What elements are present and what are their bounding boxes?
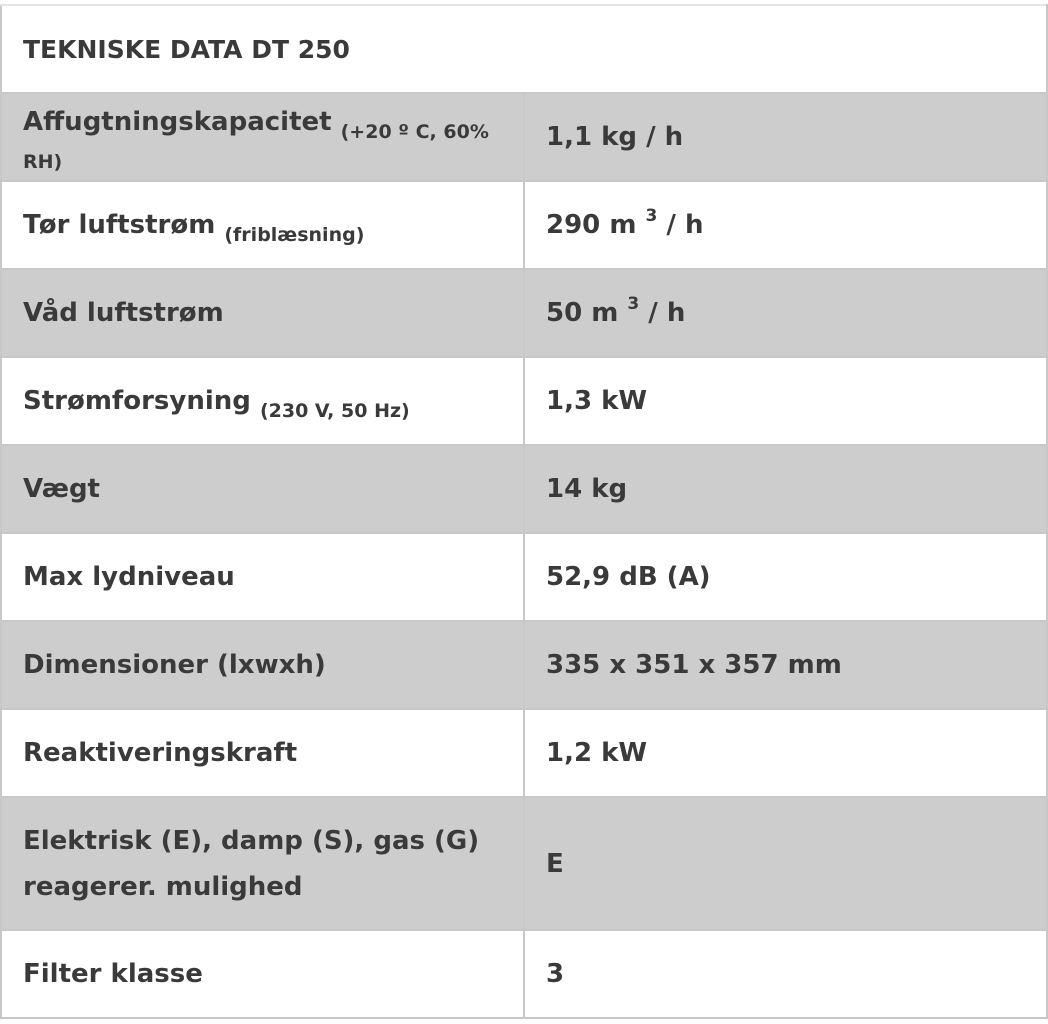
spec-label: Reaktiveringskraft [1, 709, 524, 797]
table-row [1, 797, 1047, 930]
table-title-row [1, 5, 1047, 93]
spec-label [1, 357, 524, 445]
technical-data-table [0, 4, 1048, 1019]
spec-value-number: 50 m [546, 298, 619, 328]
spec-value: E [524, 797, 1047, 930]
table-row [1, 621, 1047, 709]
table-row [1, 269, 1047, 357]
table-row [1, 533, 1047, 621]
spec-label-text: Strømforsyning [23, 386, 251, 416]
table-row [1, 181, 1047, 269]
table-title: TEKNISKE DATA DT 250 [1, 5, 1047, 93]
spec-value: 52,9 dB (A) [524, 533, 1047, 621]
spec-label: Elektrisk (E), damp (S), gas (G) reagerer. mulighed [1, 797, 524, 930]
spec-value: 14 kg [524, 445, 1047, 533]
spec-label: Filter klasse [1, 930, 524, 1018]
table-row [1, 930, 1047, 1018]
spec-value [524, 269, 1047, 357]
spec-value-number: 290 m [546, 210, 637, 240]
spec-value [524, 181, 1047, 269]
spec-label-note: (230 V, 50 Hz) [259, 400, 410, 422]
spec-value: 335 x 351 x 357 mm [524, 621, 1047, 709]
spec-label-note: (+20 º C, 60% RH) [23, 121, 489, 173]
spec-value: 1,1 kg / h [524, 93, 1047, 181]
spec-label-text: Tør luftstrøm [23, 210, 216, 240]
spec-label [1, 269, 524, 357]
table-row [1, 93, 1047, 181]
spec-value: 1,3 kW [524, 357, 1047, 445]
spec-value-unit: / h [666, 210, 704, 240]
table-row [1, 357, 1047, 445]
spec-label: Max lydniveau [1, 533, 524, 621]
spec-value-superscript: 3 [627, 294, 640, 314]
spec-label [1, 181, 524, 269]
spec-value-unit: / h [648, 298, 686, 328]
spec-label-text: Våd luftstrøm [23, 298, 224, 328]
spec-value: 3 [524, 930, 1047, 1018]
table-row [1, 709, 1047, 797]
table-row [1, 445, 1047, 533]
spec-value-superscript: 3 [645, 206, 658, 226]
spec-label: Vægt [1, 445, 524, 533]
spec-label-text: Affugtningskapacitet [23, 107, 332, 137]
spec-label-note: (friblæsning) [224, 224, 365, 246]
spec-value: 1,2 kW [524, 709, 1047, 797]
spec-label: Dimensioner (lxwxh) [1, 621, 524, 709]
spec-label [1, 93, 524, 181]
